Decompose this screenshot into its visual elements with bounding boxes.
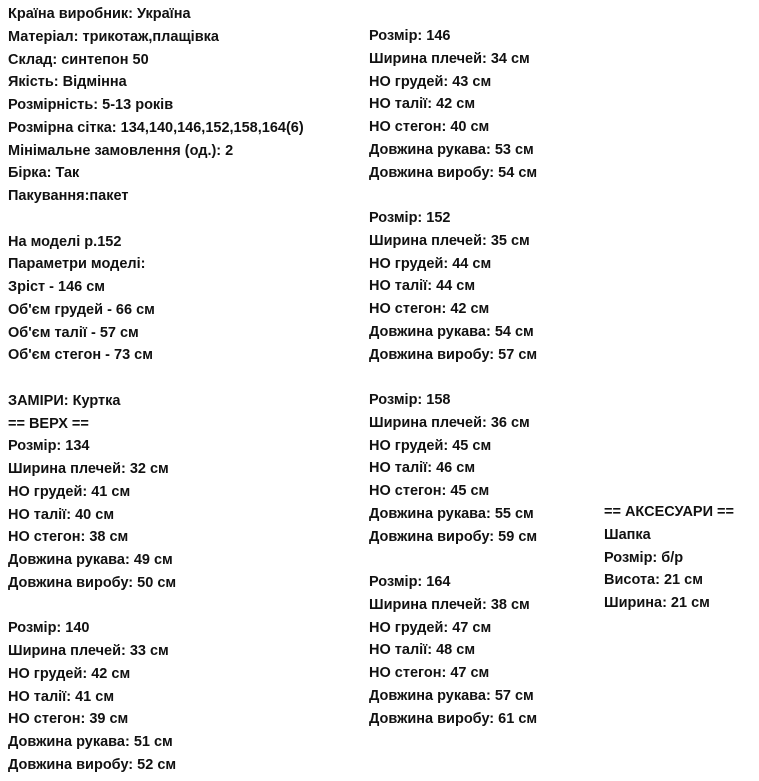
text-line: Склад: синтепон 50 [8, 51, 149, 68]
spacer [369, 548, 537, 571]
text-line: Довжина рукава: 55 см [369, 505, 534, 522]
text-line: Параметри моделі: [8, 256, 146, 273]
text-line: Розмір: 152 [369, 210, 451, 226]
product-info-column [8, 3, 304, 777]
text-line: НО грудей: 45 см [369, 437, 492, 454]
text-line: НО стегон: 38 см [8, 529, 129, 546]
text-line: На моделі р.152 [8, 233, 122, 250]
text-line: НО талії: 46 см [369, 460, 476, 477]
text-line: Розмір: б/р [604, 549, 684, 566]
text-line: Довжина виробу: 59 см [369, 528, 538, 545]
text-line: Ширина плечей: 32 см [8, 461, 169, 477]
text-line: Об'єм талії - 57 см [8, 324, 139, 341]
text-line: Ширина плечей: 33 см [8, 643, 169, 659]
text-line: Висота: 21 см [604, 572, 703, 589]
text-line: Якість: Відмінна [8, 74, 127, 91]
text-line: Зріст - 146 см [8, 279, 106, 295]
text-line: Розмір: 158 [369, 392, 451, 408]
spacer [8, 595, 304, 618]
text-line: Шапка [604, 526, 651, 543]
spacer [8, 208, 304, 231]
text-line: ЗАМІРИ: Куртка [8, 392, 121, 409]
spacer [369, 184, 537, 207]
text-line: НО талії: 41 см [8, 688, 115, 705]
text-line: Мінімальне замовлення (од.): 2 [8, 142, 234, 159]
text-line: Довжина виробу: 57 см [369, 346, 538, 363]
text-line: Довжина виробу: 50 см [8, 574, 177, 591]
text-line: Розмір: 164 [369, 574, 451, 590]
text-line: Довжина рукава: 49 см [8, 552, 173, 568]
text-line: Довжина рукава: 51 см [8, 734, 173, 750]
text-line: НО грудей: 42 см [8, 665, 131, 682]
text-line: Довжина виробу: 52 см [8, 756, 177, 773]
text-line: НО стегон: 40 см [369, 119, 490, 135]
accessories-column [604, 501, 734, 615]
text-line: Пакування:пакет [8, 188, 129, 204]
text-line: Ширина плечей: 34 см [369, 50, 530, 67]
text-line: Довжина рукава: 57 см [369, 687, 534, 704]
text-line: Ширина плечей: 35 см [369, 232, 530, 249]
text-line: НО талії: 48 см [369, 642, 476, 659]
text-line: == АКСЕСУАРИ == [604, 504, 734, 520]
size-measurements-column [369, 25, 537, 730]
spacer [8, 367, 304, 390]
text-line: Країна виробник: Україна [8, 6, 191, 22]
spacer [369, 366, 537, 389]
text-line: НО стегон: 39 см [8, 711, 129, 728]
text-line: Бірка: Так [8, 165, 80, 182]
text-line: Довжина рукава: 54 см [369, 323, 534, 340]
text-line: НО талії: 40 см [8, 506, 115, 523]
text-line: == ВЕРХ == [8, 415, 89, 432]
text-line: Об'єм грудей - 66 см [8, 301, 155, 318]
text-line: Розмірність: 5-13 років [8, 97, 174, 113]
text-line: Розмір: 134 [8, 438, 90, 455]
text-line: НО талії: 42 см [369, 96, 476, 113]
text-line: НО талії: 44 см [369, 278, 476, 295]
text-line: Ширина: 21 см [604, 595, 710, 611]
text-line: Довжина рукава: 53 см [369, 141, 534, 158]
text-line: Ширина плечей: 36 см [369, 414, 530, 431]
text-line: НО грудей: 43 см [369, 73, 492, 90]
text-line: НО грудей: 41 см [8, 483, 131, 500]
text-line: Довжина виробу: 61 см [369, 710, 538, 727]
text-line: НО грудей: 47 см [369, 619, 492, 636]
text-line: НО стегон: 42 см [369, 301, 490, 317]
text-line: НО грудей: 44 см [369, 255, 492, 272]
text-line: Розмір: 146 [369, 28, 451, 44]
text-line: НО стегон: 47 см [369, 665, 490, 681]
text-line: Матеріал: трикотаж,плащівка [8, 28, 219, 45]
text-line: Розмір: 140 [8, 620, 90, 637]
text-line: Довжина виробу: 54 см [369, 164, 538, 181]
text-line: НО стегон: 45 см [369, 483, 490, 499]
text-line: Ширина плечей: 38 см [369, 596, 530, 613]
text-line: Розмірна сітка: 134,140,146,152,158,164(6) [8, 119, 304, 136]
text-line: Об'єм стегон - 73 см [8, 347, 153, 364]
